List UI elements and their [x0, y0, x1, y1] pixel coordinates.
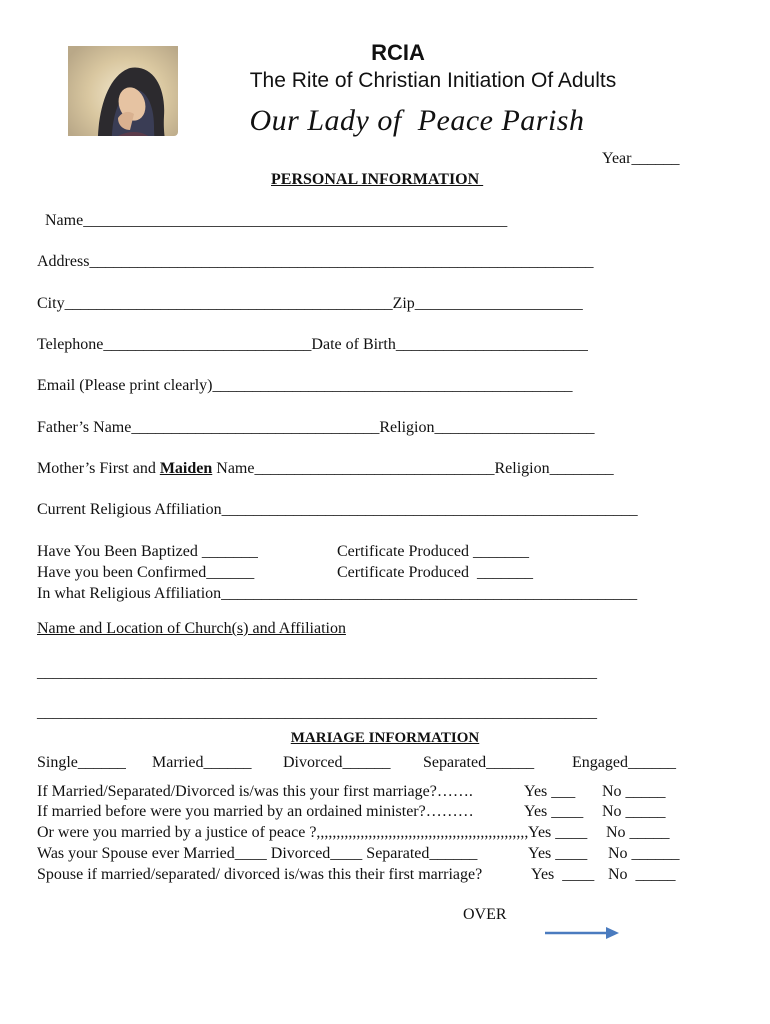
baptized-field[interactable]: Have You Been Baptized _______ — [37, 543, 258, 560]
separated-field[interactable]: Separated______ — [423, 754, 535, 771]
first-marriage-no[interactable]: No _____ — [602, 783, 666, 800]
parish-title: Our Lady of Peace Parish — [249, 104, 585, 137]
baptized-certificate-field[interactable]: Certificate Produced _______ — [337, 543, 529, 560]
name-field[interactable]: Name_____________________________________________________ — [45, 212, 508, 229]
address-field[interactable]: Address_______________________________________________________________ — [37, 253, 594, 270]
spouse-first-marriage-yes[interactable]: Yes ____ — [531, 866, 595, 883]
ordained-minister-question: If married before were you married by an ordained minister?……… — [37, 803, 478, 820]
church-blank-line-2[interactable]: ______________________________________________________________________ — [37, 704, 597, 721]
father-religion-field[interactable]: Father’s Name_______________________________Religion____________________ — [37, 419, 595, 436]
spouse-status-no[interactable]: No ______ — [608, 845, 680, 862]
rite-subtitle: The Rite of Christian Initiation Of Adults — [249, 69, 617, 92]
marriage-information-heading: MARIAGE INFORMATION — [290, 730, 480, 746]
religious-affiliation-field[interactable]: In what Religious Affiliation____________________________________________________ — [37, 585, 638, 602]
maiden-label: Maiden — [159, 460, 213, 477]
email-field[interactable]: Email (Please print clearly)_____________________________________________ — [37, 377, 573, 394]
spouse-first-marriage-no[interactable]: No _____ — [608, 866, 676, 883]
arrow-right-icon — [536, 906, 612, 924]
rcia-heading: RCIA — [371, 40, 425, 65]
spouse-first-marriage-question: Spouse if married/separated/ divorced is/was this their first marriage? — [37, 866, 487, 883]
city-zip-field[interactable]: City_________________________________________Zip_____________________ — [37, 295, 583, 312]
ordained-minister-yes[interactable]: Yes ____ — [524, 803, 584, 820]
church-blank-line-1[interactable]: ______________________________________________________________________ — [37, 664, 597, 681]
current-affiliation-field[interactable]: Current Religious Affiliation____________________________________________________ — [37, 501, 638, 518]
confirmed-field[interactable]: Have you been Confirmed______ — [37, 564, 255, 581]
single-field[interactable]: Single______ — [37, 754, 126, 771]
first-marriage-yes[interactable]: Yes ___ — [524, 783, 576, 800]
justice-of-peace-question: Or were you married by a justice of peace ?,,,,,,,,,,,,,,,,,,,,,,,,,,,,,,,,,,,,,,,,,,,,,,,,,,,,, — [37, 824, 533, 841]
year-field[interactable]: Year______ — [602, 150, 680, 167]
personal-information-heading: PERSONAL INFORMATION — [271, 171, 484, 188]
telephone-dob-field[interactable]: Telephone__________________________Date of Birth________________________ — [37, 336, 588, 353]
divorced-field[interactable]: Divorced______ — [283, 754, 391, 771]
justice-of-peace-no[interactable]: No _____ — [606, 824, 670, 841]
married-field[interactable]: Married______ — [152, 754, 252, 771]
spouse-status-question: Was your Spouse ever Married____ Divorced____ Separated______ — [37, 845, 482, 862]
church-location-label: Name and Location of Church(s) and Affiliation — [37, 620, 346, 637]
spouse-status-yes[interactable]: Yes ____ — [528, 845, 588, 862]
over-label: OVER — [463, 906, 507, 923]
confirmed-certificate-field[interactable]: Certificate Produced _______ — [337, 564, 533, 581]
mother-prefix-label: Mother’s First and — [37, 460, 160, 477]
mother-religion-field[interactable] — [37, 460, 614, 478]
justice-of-peace-yes[interactable]: Yes ____ — [528, 824, 588, 841]
ordained-minister-no[interactable]: No _____ — [602, 803, 666, 820]
mother-suffix-label: Name______________________________Religion________ — [212, 460, 614, 477]
engaged-field[interactable]: Engaged______ — [572, 754, 676, 771]
first-marriage-question: If Married/Separated/Divorced is/was this your first marriage?……. — [37, 783, 477, 800]
